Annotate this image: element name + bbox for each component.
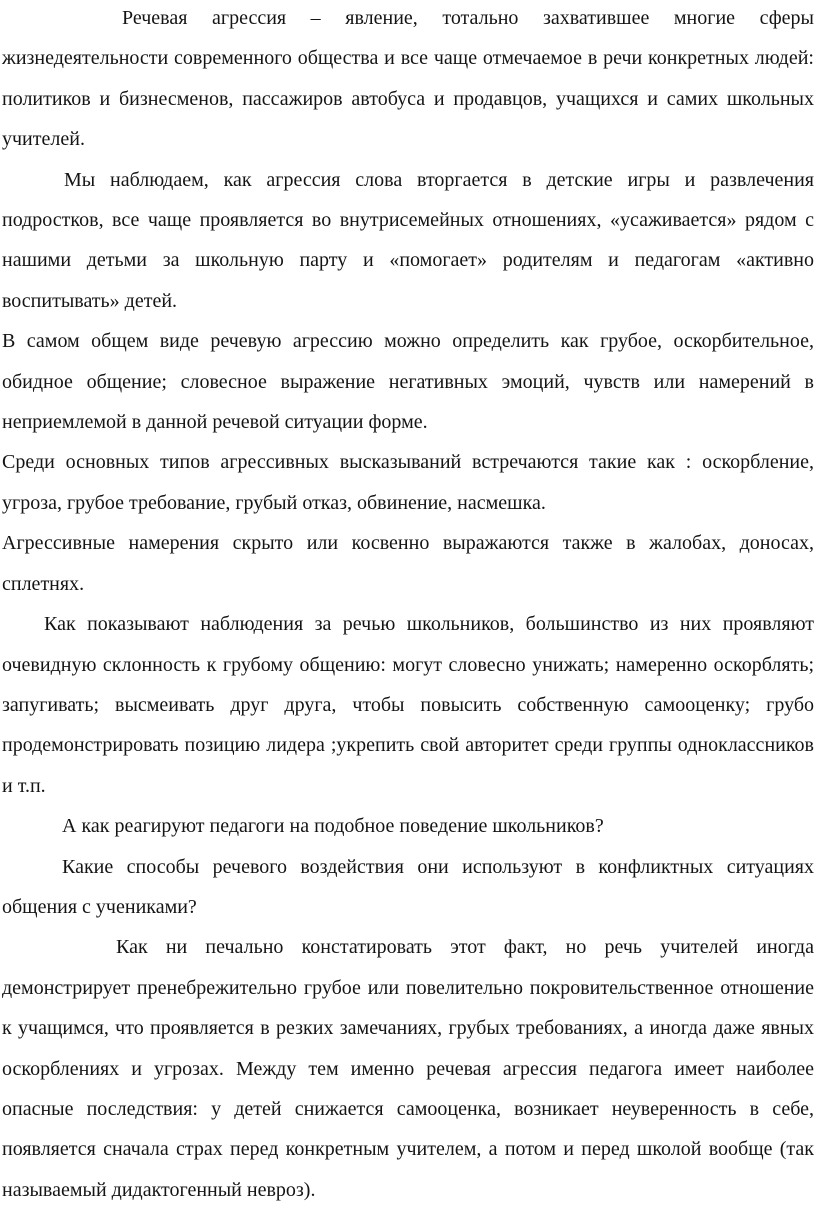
paragraph-aggression-in-children: Мы наблюдаем, как агрессия слова вторгается в детские игры и развлечения подростков, все чаще проявляется во внутрисемейных отношениях, «усаживается» рядом с нашими детьми за школьную парту и «помогает» родителям и педагогам «активно воспитывать» детей. — [2, 168, 814, 312]
paragraph-types-of-statements: Среди основных типов агрессивных высказываний встречаются такие как : оскорбление, угроза, грубое требование, грубый отказ, обвинение, насмешка. — [2, 451, 814, 514]
paragraph-student-observations: Как показывают наблюдения за речью школьников, большинство из них проявляют очевидную склонность к грубому общению: могут словесно унижать; намеренно оскорблять; запугивать; высмеивать друг друга, чтобы повысить собственную самооценку; грубо продемонстрировать позицию лидера ;укрепить свой авторитет среди группы одноклассников и т.п. — [2, 613, 814, 797]
paragraph-hidden-intentions: Агрессивные намерения скрыто или косвенно выражаются также в жалобах, доносах, сплетнях. — [2, 532, 814, 595]
paragraph-teacher-reaction-question: А как реагируют педагоги на подобное поведение школьников? — [62, 815, 604, 838]
paragraph-teacher-speech: Как ни печально констатировать этот факт, но речь учителей иногда демонстрирует пренебрежительно грубое или повелительно покровительственное отношение к учащимся, что проявляется в резких замечаниях, грубых требованиях, а иногда даже явных оскорблениях и угрозах. Между тем именно речевая агрессия педагога имеет наиболее опасные последствия: у детей снижается самооценка, возникает неуверенность в себе, появляется сначала страх перед конкретным учителем, а потом и перед школой вообще (так называемый дидактогенный невроз). — [2, 936, 814, 1201]
paragraph-influence-methods-question: Какие способы речевого воздействия они используют в конфликтных ситуациях общения с учениками? — [2, 855, 814, 918]
paragraph-general-definition: В самом общем виде речевую агрессию можно определить как грубое, оскорбительное, обидное общение; словесное выражение негативных эмоций, чувств или намерений в неприемлемой в данной речевой ситуации форме. — [2, 330, 814, 434]
paragraph-speech-aggression-definition: Речевая агрессия – явление, тотально захватившее многие сферы жизнедеятельности современного общества и все чаще отмечаемое в речи конкретных людей: политиков и бизнесменов, пассажиров автобуса и продавцов, учащихся и самих школьных учителей. — [2, 7, 814, 151]
